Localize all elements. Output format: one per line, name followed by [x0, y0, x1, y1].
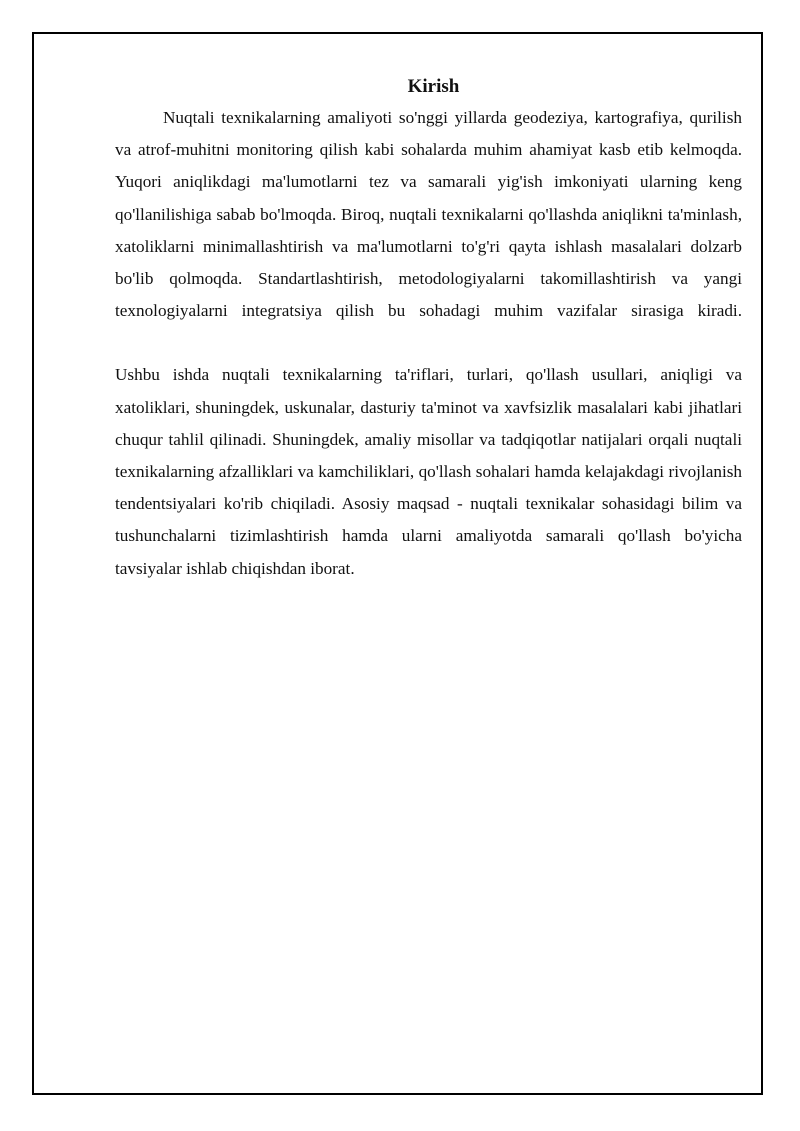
paragraph-spacer — [115, 327, 742, 359]
document-body — [115, 72, 742, 585]
document-title: Kirish — [407, 76, 460, 97]
paragraph-intro: Nuqtali texnikalarning amaliyoti so'nggi yillarda geodeziya, kartografiya, qurilish va atrof-muhitni monitoring qilish kabi sohalarda muhim ahamiyat kasb etib kelmoqda. Yuqori aniqlikdagi ma'lumotlarni tez va samarali yig'ish imkoniyati ularning keng qo'llanilishiga sabab bo'lmoqda. Biroq, nuqtali texnikalarni qo'llashda aniqlikni ta'minlash, xatoliklarni minimallashtirish va ma'lumotlarni to'g'ri qayta ishlash masalalari dolzarb bo'lib qolmoqda. Standartlashtirish, metodologiyalarni takomillashtirish va yangi texnologiyalarni integratsiya qilish bu sohadagi muhim vazifalar sirasiga kiradi. — [115, 108, 742, 321]
paragraph-scope: Ushbu ishda nuqtali texnikalarning ta'riflari, turlari, qo'llash usullari, aniqligi va xatoliklari, shuningdek, uskunalar, dasturiy ta'minot va xavfsizlik masalalari kabi jihatlari chuqur tahlil qilinadi. Shuningdek, amaliy misollar va tadqiqotlar natijalari orqali nuqtali texnikalarning afzalliklari va kamchiliklari, qo'llash sohalari hamda kelajakdagi rivojlanish tendentsiyalari ko'rib chiqiladi. Asosiy maqsad - nuqtali texnikalar sohasidagi bilim va tushunchalarni tizimlashtirish hamda ularni amaliyotda samarali qo'llash bo'yicha tavsiyalar ishlab chiqishdan iborat. — [115, 365, 742, 578]
